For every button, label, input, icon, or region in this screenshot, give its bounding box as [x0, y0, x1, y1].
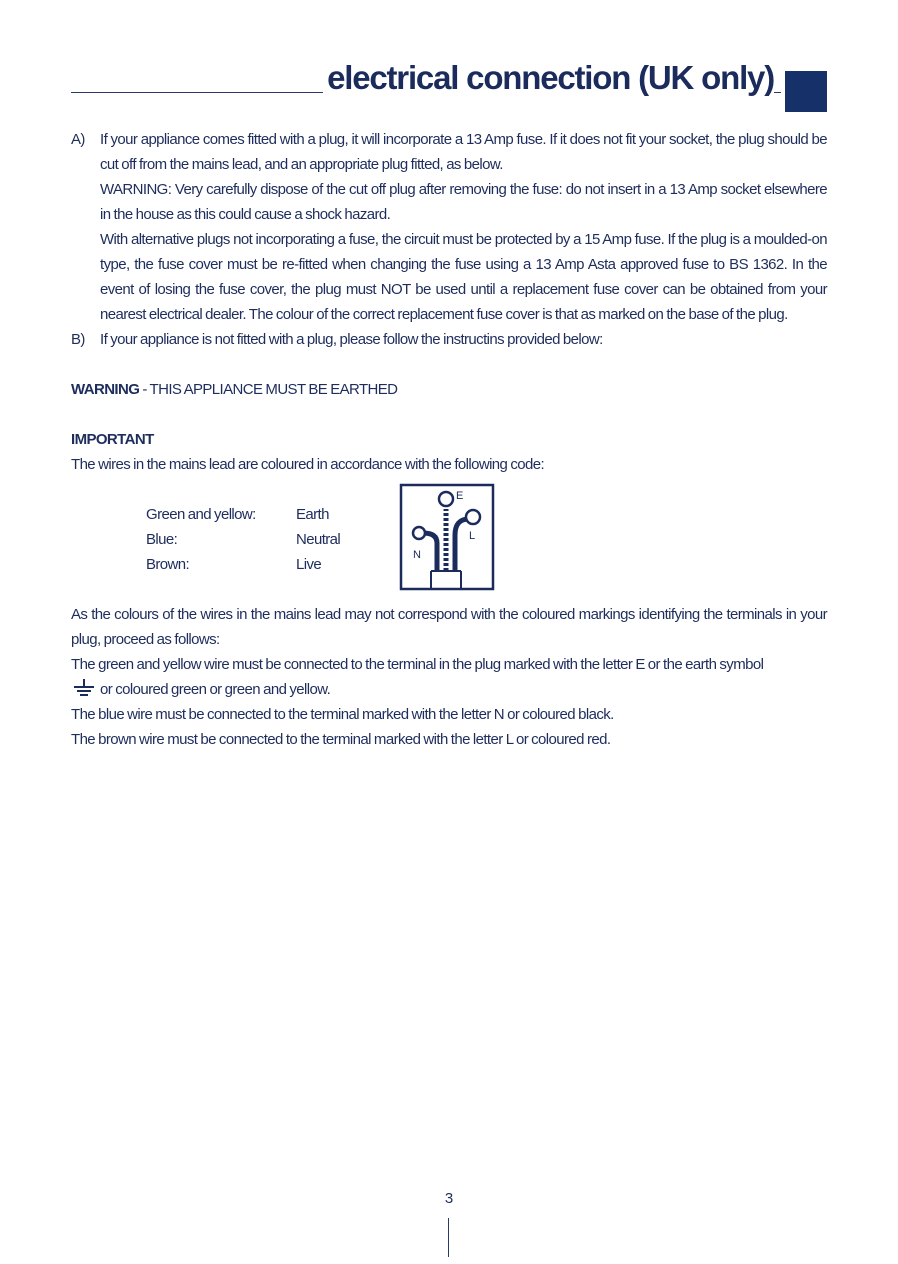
instructions-intro: As the colours of the wires in the mains lead may not correspond with the coloured markings identifying the terminals in your plug, proceed as follows:: [71, 606, 827, 648]
section-b-text: If your appliance is not fitted with a plug, please follow the instructins provided below:: [100, 331, 603, 348]
neutral-letter: N: [413, 549, 421, 561]
wire-colour-table: [71, 477, 827, 602]
warning-label: WARNING: [71, 381, 140, 398]
footer-rule: [448, 1218, 449, 1257]
section-a-paragraph-3: With alternative plugs not incorporating a fuse, the circuit must be protected by a 15 Amp fuse. If the plug is a moulded-on type, the fuse cover must be re-fitted when changing the fuse using a 13 Amp Asta approved fuse to BS 1362. In the event of losing the fuse cover, the plug must NOT be used until a replacement fuse cover can be obtained from your nearest electrical dealer. The colour of the correct replacement fuse cover is that as marked on the base of the plug.: [100, 231, 827, 323]
plug-wiring-diagram: [399, 483, 495, 593]
important-intro: The wires in the mains lead are coloured in accordance with the following code:: [71, 456, 545, 473]
earth-instruction-part1: The green and yellow wire must be connected to the terminal in the plug marked with the letter E or the earth symbol: [71, 656, 764, 673]
header-accent-square: [785, 71, 827, 112]
earth-terminal: [439, 492, 453, 506]
wire-colour: Brown:: [146, 556, 190, 573]
section-b-label: B): [71, 331, 85, 348]
wire-colour: Green and yellow:: [146, 506, 256, 523]
page-title: electrical connection (UK only): [323, 56, 774, 100]
section-a: [71, 127, 827, 327]
live-terminal: [466, 510, 480, 524]
section-a-paragraph-2: WARNING: Very carefully dispose of the cut off plug after removing the fuse: do not insert in a 13 Amp socket elsewhere in the house as this could cause a shock hazard.: [100, 181, 827, 223]
wire-role: Earth: [296, 506, 329, 523]
earth-instruction-line: [71, 677, 827, 702]
live-instruction: The brown wire must be connected to the terminal marked with the letter L or coloured red.: [71, 731, 611, 748]
warning-line: [71, 377, 827, 402]
wire-role: Live: [296, 556, 322, 573]
earth-symbol-icon: [71, 678, 97, 698]
earth-letter: E: [456, 490, 463, 502]
section-a-label: A): [71, 131, 85, 148]
earth-instruction-part2: or coloured green or green and yellow.: [100, 681, 331, 698]
neutral-instruction: The blue wire must be connected to the terminal marked with the letter N or coloured black.: [71, 706, 614, 723]
important-heading: IMPORTANT: [71, 431, 154, 448]
live-letter: L: [469, 530, 475, 542]
warning-text: - THIS APPLIANCE MUST BE EARTHED: [139, 381, 398, 398]
section-b: [71, 327, 827, 352]
main-content: [71, 127, 827, 752]
page-number: 3: [444, 1190, 454, 1207]
neutral-terminal: [413, 527, 425, 539]
wire-role: Neutral: [296, 531, 341, 548]
section-a-paragraph-1: If your appliance comes fitted with a plug, it will incorporate a 13 Amp fuse. If it does not fit your socket, the plug should be cut off from the mains lead, and an appropriate plug fitted, as below.: [100, 131, 827, 173]
wire-colour: Blue:: [146, 531, 178, 548]
